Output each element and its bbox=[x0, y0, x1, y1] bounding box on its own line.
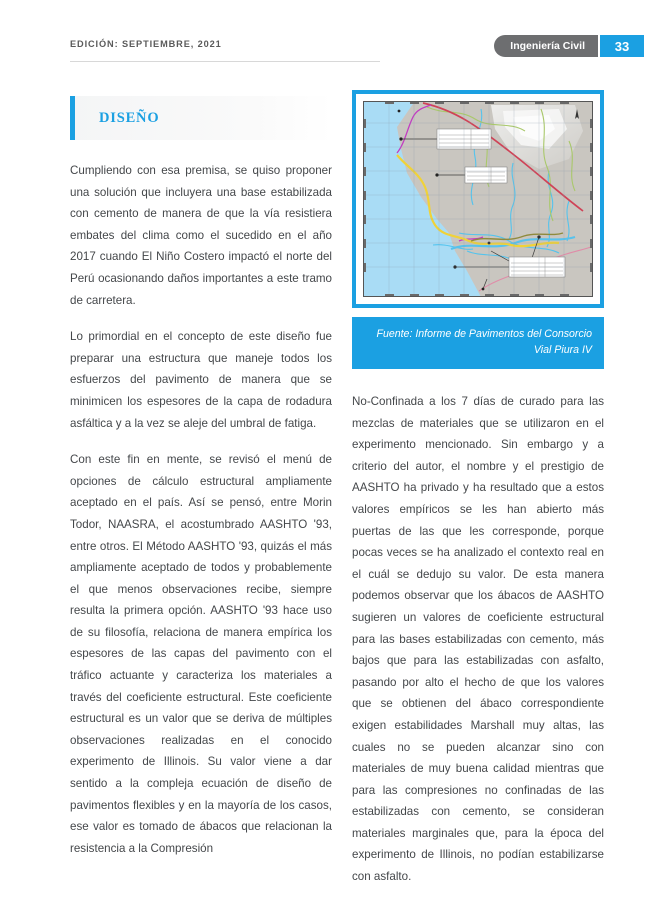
heading-accent-bar bbox=[70, 96, 75, 140]
figure-map-block bbox=[352, 90, 604, 369]
left-paragraph-1: Cumpliendo con esa premisa, se quiso proponer una solución que incluyera una base estabilizada con cemento de manera de que la vía resistiera embates del clima como el sucedido en el año 2017 cuando El Niño Costero impactó el norte del Perú ocasionando daños importantes a este tramo de carretera. bbox=[70, 164, 332, 307]
page-number-badge bbox=[600, 35, 644, 57]
left-paragraph-3: Con este fin en mente, se revisó el menú de opciones de cálculo estructural ampliamente aceptado en el país. Así se pensó, entre Morin Todor, NAASRA, el acostumbrado AASHTO '93, entre otros. El Método AASHTO '93, quizás el más ampliamente aceptado de todos y probablemente el que menos observaciones recibe, siempre resulta la primera opción. AASHTO '93 hace uso de su filosofía, relaciona de manera empírica los espesores de las capas del pavimento con el tráfico actuante y caracteriza los materiales a través del coeficiente estructural. Este coeficiente estructural es un valor que se deriva de múltiples observaciones realizadas en el conocido experimento de Illinois. Su valor viene a dar sentido a la compleja ecuación de diseño de pavimentos flexibles y en la mayoría de los casos, ese valor es tomado de ábacos que relacionan la resistencia a la Compresión bbox=[70, 453, 332, 855]
right-column bbox=[352, 90, 604, 888]
figure-frame bbox=[352, 90, 604, 308]
section-heading-diseno bbox=[70, 96, 332, 140]
page-number-label: 33 bbox=[614, 38, 630, 54]
right-paragraph-1: No-Confinada a los 7 días de curado para las mezclas de materiales que se utilizaron en el experimento mencionado. Sin embargo y a criterio del autor, el nombre y el prestigio de AASHTO ha privado y ha resultado que a estos valores empíricos se les han abierto más puertas de las que les corresponde, porque pocas veces se ha analizado el contexto real en el cuál se dedujo su valor. De esta manera podemos observar que los ábacos de AASHTO sugieren un valores de coeficiente estructural para las bases estabilizadas con cemento, más bajos que para las estabilizadas con asfalto, pasando por alto el hecho de que los valores que se obtienen del ábaco correspondiente exigen estabilidades Marshall muy altas, las cuales no se pueden alcanzar sino con materiales de muy buena calidad mientras que para las compresiones no confinadas de las estabilizadas con cemento, se consideran materiales marginales que, para la época del experimento de Illinois, no podían estabilizarse con asfalto. bbox=[352, 395, 604, 884]
right-text-block bbox=[352, 391, 604, 888]
section-tab-label: Ingeniería Civil bbox=[510, 40, 585, 52]
left-column bbox=[70, 96, 332, 859]
section-tab bbox=[494, 35, 598, 57]
page-title: DISEÑO bbox=[99, 109, 160, 126]
left-paragraph-2: Lo primordial en el concepto de este diseño fue preparar una estructura que maneje todos los esfuerzos del pavimento de manera que se minimicen los espesores de la capa de rodadura asfáltica y a la vez se aleje del umbral de fatiga. bbox=[70, 330, 332, 430]
header-divider-rule bbox=[70, 61, 380, 62]
map-svg bbox=[363, 101, 593, 297]
page-header bbox=[0, 0, 650, 78]
map-image bbox=[363, 101, 593, 297]
figure-caption: Fuente: Informe de Pavimentos del Consorcio Vial Piura IV bbox=[352, 317, 604, 369]
edition-label: EDICIÓN: SEPTIEMBRE, 2021 bbox=[70, 39, 222, 49]
